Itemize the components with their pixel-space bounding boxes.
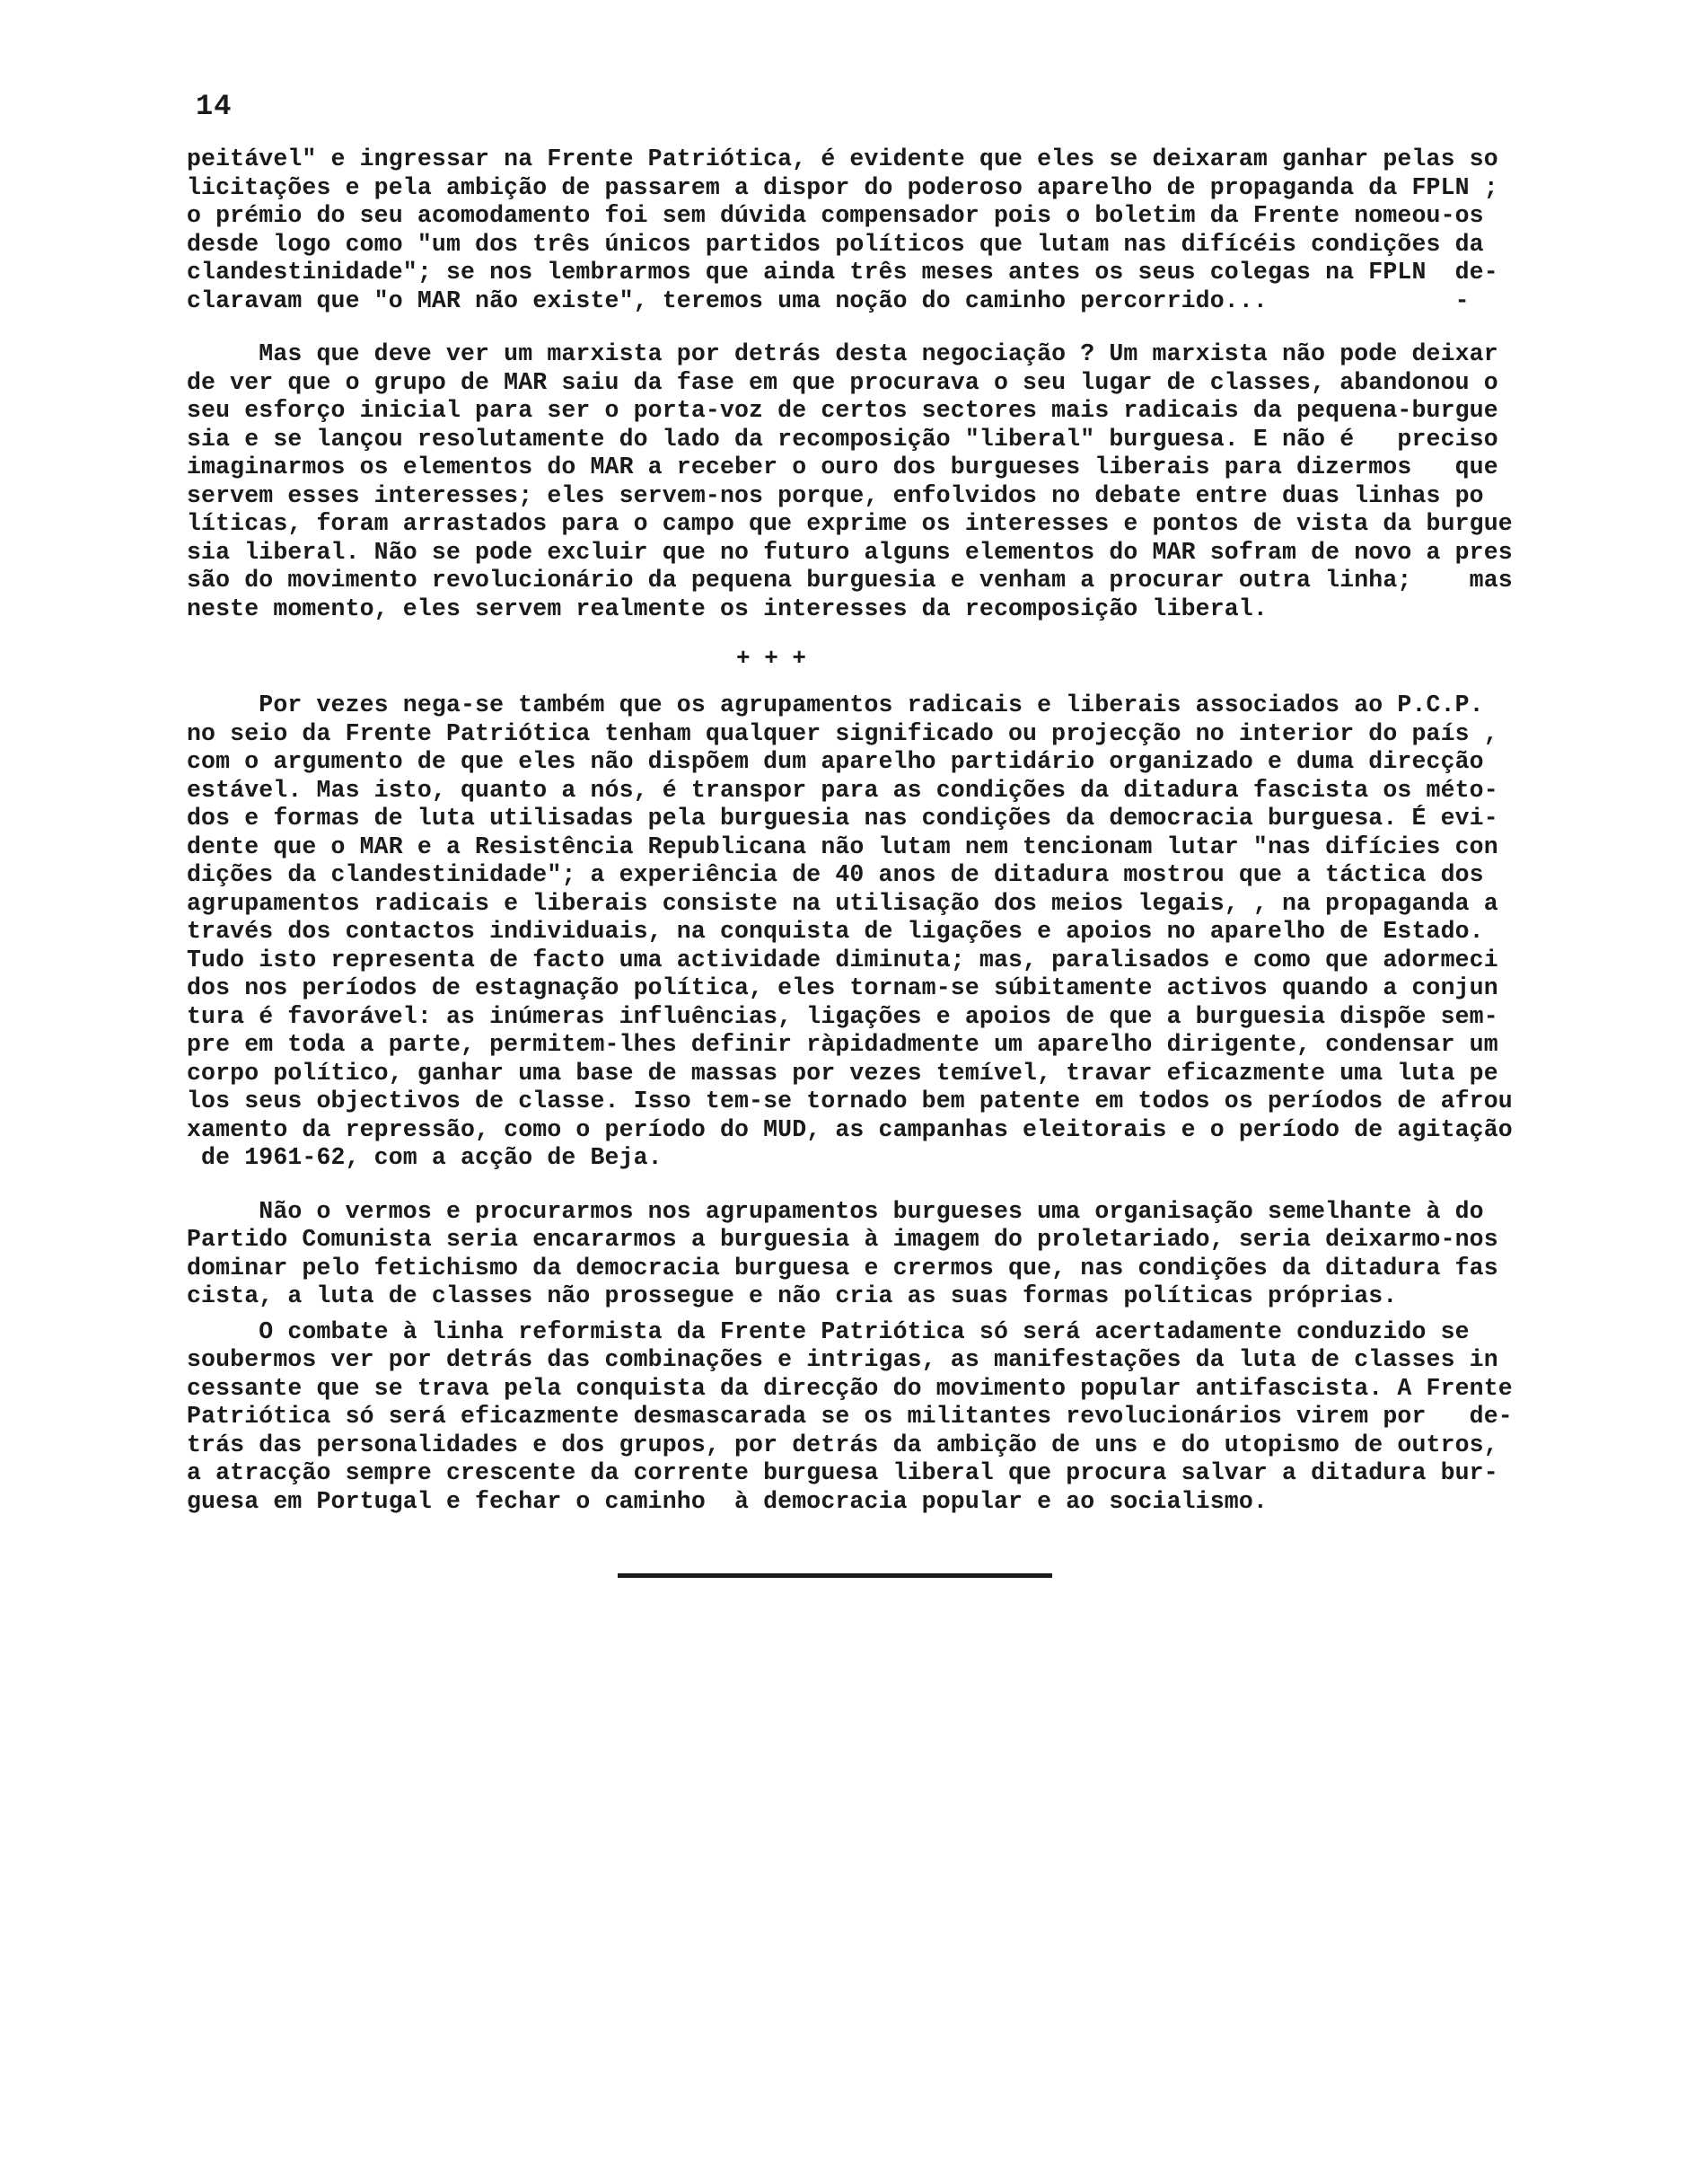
text-line: xamento da repressão, como o período do MUD, as campanhas eleitorais e o período de agitação bbox=[187, 1115, 1513, 1143]
body-text bbox=[187, 145, 1515, 648]
page-number: 14 bbox=[196, 90, 233, 123]
text-line: imaginarmos os elementos do MAR a receber o ouro dos burgueses liberais para dizermos que bbox=[187, 454, 1498, 480]
text-line: Partido Comunista seria encararmos a burguesia à imagem do proletariado, seria deixarmo-nos bbox=[187, 1226, 1498, 1253]
text-line: Patriótica só será eficazmente desmascarada se os militantes revolucionários virem por de- bbox=[187, 1403, 1513, 1430]
text-line: agrupamentos radicais e liberais consiste na utilisação dos meios legais, , na propaganda a bbox=[187, 889, 1498, 917]
text-line: estável. Mas isto, quanto a nós, é transpor para as condições da ditadura fascista os méto- bbox=[187, 776, 1498, 804]
text-line: sia e se lançou resolutamente do lado da recomposição "liberal" burguesa. E não é preciso bbox=[187, 425, 1498, 453]
text-line: dos nos períodos de estagnação política, eles tornam-se súbitamente activos quando a conjun bbox=[187, 974, 1498, 1001]
text-line: desde logo como "um dos três únicos partidos políticos que lutam nas difícéis condições da bbox=[187, 230, 1484, 258]
text-line: dições da clandestinidade"; a experiência de 40 anos de ditadura mostrou que a táctica dos bbox=[187, 861, 1484, 888]
text-line: guesa em Portugal e fechar o caminho à democracia popular e ao socialismo. bbox=[187, 1487, 1268, 1515]
text-line: tura é favorável: as inúmeras influências, ligações e apoios de que a burguesia dispõe sem- bbox=[187, 1002, 1498, 1030]
text-line: Tudo isto representa de facto uma actividade diminuta; mas, paralisados e como que adormeci bbox=[187, 946, 1498, 973]
text-line: claravam que "o MAR não existe", teremos uma noção do caminho percorrido... - bbox=[187, 286, 1470, 314]
text-line: dente que o MAR e a Resistência Republicana não lutam nem tencionam lutar "nas difícies con bbox=[187, 832, 1498, 860]
text-line: pre em toda a parte, permitem-lhes definir ràpidadmente um aparelho dirigente, condensar um bbox=[187, 1031, 1498, 1058]
paragraph-4 bbox=[187, 1198, 1515, 1311]
text-line: los seus objectivos de classe. Isso tem-se tornado bem patente em todos os períodos de afrou bbox=[187, 1088, 1513, 1114]
text-line: cessante que se trava pela conquista da direcção do movimento popular antifascista. A Frente bbox=[187, 1374, 1513, 1402]
text-line: com o argumento de que eles não dispõem dum aparelho partidário organizado e duma direcção bbox=[187, 748, 1484, 775]
text-line: seu esforço inicial para ser o porta-voz de certos sectores mais radicais da pequena-burgue bbox=[187, 397, 1498, 424]
text-line: dominar pelo fetichismo da democracia burguesa e crermos que, nas condições da ditadura fas bbox=[187, 1254, 1498, 1281]
text-line: soubermos ver por detrás das combinações e intrigas, as manifestações da luta de classes in bbox=[187, 1346, 1498, 1373]
text-line: o prémio do seu acomodamento foi sem dúvida compensador pois o boletim da Frente nomeou-os bbox=[187, 202, 1484, 229]
text-line: sia liberal. Não se pode excluir que no futuro alguns elementos do MAR sofram de novo a pres bbox=[187, 538, 1513, 566]
text-line: no seio da Frente Patriótica tenham qualquer significado ou projecção no interior do país , bbox=[187, 719, 1498, 747]
paragraph-1 bbox=[187, 145, 1515, 315]
text-line: líticas, foram arrastados para o campo que exprime os interesses e pontos de vista da burgue bbox=[187, 510, 1513, 537]
closing-rule bbox=[618, 1573, 1052, 1578]
text-line: a atracção sempre crescente da corrente burguesa liberal que procura salvar a ditadura bur- bbox=[187, 1459, 1498, 1486]
text-line: neste momento, eles servem realmente os interesses da recomposição liberal. bbox=[187, 594, 1268, 622]
body-text-continued bbox=[187, 691, 1515, 1541]
text-line: de 1961-62, com a acção de Beja. bbox=[187, 1144, 663, 1171]
paragraph-5 bbox=[187, 1318, 1515, 1517]
text-line: peitável" e ingressar na Frente Patriótica, é evidente que eles se deixaram ganhar pelas so bbox=[187, 145, 1498, 172]
text-line: corpo político, ganhar uma base de massas por vezes temível, travar eficazmente uma luta pe bbox=[187, 1059, 1498, 1087]
text-line: clandestinidade"; se nos lembrarmos que ainda três meses antes os seus colegas na FPLN de- bbox=[187, 259, 1498, 286]
text-line: Por vezes nega-se também que os agrupamentos radicais e liberais associados ao P.C.P. bbox=[187, 691, 1484, 718]
text-line: cista, a luta de classes não prossegue e não cria as suas formas políticas próprias. bbox=[187, 1282, 1398, 1309]
text-line: Não o vermos e procurarmos nos agrupamentos burgueses uma organisação semelhante à do bbox=[187, 1197, 1484, 1225]
paragraph-2 bbox=[187, 340, 1515, 623]
text-line: Mas que deve ver um marxista por detrás desta negociação ? Um marxista não pode deixar bbox=[187, 340, 1498, 367]
text-line: través dos contactos individuais, na conquista de ligações e apoios no aparelho de Estado. bbox=[187, 918, 1484, 945]
text-line: O combate à linha reformista da Frente Patriótica só será acertadamente conduzido se bbox=[187, 1317, 1470, 1345]
text-line: são do movimento revolucionário da pequena burguesia e venham a procurar outra linha; mas bbox=[187, 567, 1513, 594]
text-line: de ver que o grupo de MAR saiu da fase em que procurava o seu lugar de classes, abandonou o bbox=[187, 368, 1498, 396]
paragraph-3 bbox=[187, 691, 1515, 1173]
text-line: dos e formas de luta utilisadas pela burguesia nas condições da democracia burguesa. É evi- bbox=[187, 805, 1498, 832]
text-line: trás das personalidades e dos grupos, por detrás da ambição de uns e do utopismo de outros, bbox=[187, 1431, 1498, 1458]
section-separator: + + + bbox=[736, 645, 807, 672]
text-line: servem esses interesses; eles servem-nos porque, enfolvidos no debate entre duas linhas po bbox=[187, 481, 1484, 509]
text-line: licitações e pela ambição de passarem a dispor do poderoso aparelho de propaganda da FPLN ; bbox=[187, 173, 1498, 201]
